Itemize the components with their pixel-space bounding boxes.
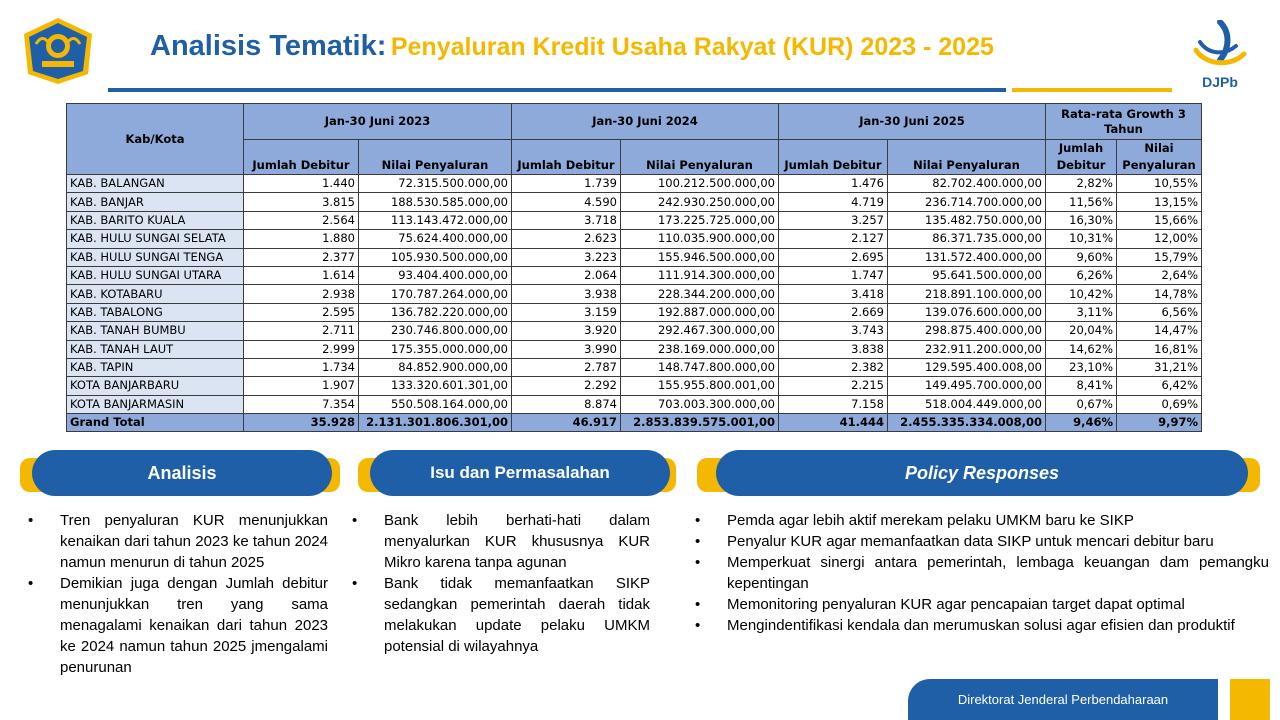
analisis-list bbox=[28, 510, 328, 678]
table-row bbox=[67, 322, 1202, 340]
cell-j23: 7.354 bbox=[244, 395, 359, 413]
cell-kab: KAB. HULU SUNGAI TENGA bbox=[67, 248, 244, 266]
cell-n24: 292.467.300.000,00 bbox=[621, 322, 779, 340]
cell-n25: 298.875.400.000,00 bbox=[888, 322, 1046, 340]
cell-j25: 3.257 bbox=[779, 211, 888, 229]
table-row bbox=[67, 358, 1202, 376]
cell-gj: 9,60% bbox=[1046, 248, 1117, 266]
cell-gn: 13,15% bbox=[1117, 193, 1202, 211]
cell-j24: 8.874 bbox=[512, 395, 621, 413]
cell-j23: 2.999 bbox=[244, 340, 359, 358]
cell-kab: Grand Total bbox=[67, 414, 244, 432]
subheader-nilai-2025: Nilai Penyaluran bbox=[888, 140, 1046, 175]
cell-n25: 82.702.400.000,00 bbox=[888, 175, 1046, 193]
cell-n24: 155.955.800.001,00 bbox=[621, 377, 779, 395]
cell-n23: 84.852.900.000,00 bbox=[359, 358, 512, 376]
cell-gn: 16,81% bbox=[1117, 340, 1202, 358]
cell-j25: 7.158 bbox=[779, 395, 888, 413]
header-period-2023: Jan-30 Juni 2023 bbox=[244, 104, 512, 140]
cell-j23: 35.928 bbox=[244, 414, 359, 432]
cell-gn: 2,64% bbox=[1117, 266, 1202, 284]
cell-gn: 6,56% bbox=[1117, 303, 1202, 321]
cell-n25: 2.455.335.334.008,00 bbox=[888, 414, 1046, 432]
policy-list bbox=[695, 510, 1269, 636]
bullet-item: • Penyalur KUR agar memanfaatkan data SIKP untuk mencari debitur baru bbox=[695, 531, 1269, 552]
analisis-title: Analisis bbox=[32, 450, 332, 496]
cell-kab: KAB. TAPIN bbox=[67, 358, 244, 376]
cell-kab: KAB. BALANGAN bbox=[67, 175, 244, 193]
cell-j25: 1.747 bbox=[779, 266, 888, 284]
cell-gn: 15,79% bbox=[1117, 248, 1202, 266]
cell-j23: 2.711 bbox=[244, 322, 359, 340]
cell-n24: 110.035.900.000,00 bbox=[621, 230, 779, 248]
cell-n23: 170.787.264.000,00 bbox=[359, 285, 512, 303]
subheader-nilai-2023: Nilai Penyaluran bbox=[359, 140, 512, 175]
table-row bbox=[67, 377, 1202, 395]
cell-j25: 2.127 bbox=[779, 230, 888, 248]
table-row bbox=[67, 175, 1202, 193]
cell-j25: 2.695 bbox=[779, 248, 888, 266]
cell-j23: 2.938 bbox=[244, 285, 359, 303]
cell-j24: 3.718 bbox=[512, 211, 621, 229]
cell-gj: 11,56% bbox=[1046, 193, 1117, 211]
cell-gn: 12,00% bbox=[1117, 230, 1202, 248]
cell-n23: 133.320.601.301,00 bbox=[359, 377, 512, 395]
cell-gj: 23,10% bbox=[1046, 358, 1117, 376]
subheader-growth-nilai: Nilai Penyaluran bbox=[1117, 140, 1202, 175]
table-total-row bbox=[67, 414, 1202, 432]
cell-j24: 3.223 bbox=[512, 248, 621, 266]
title-main: Analisis Tematik: bbox=[150, 30, 387, 62]
cell-gn: 15,66% bbox=[1117, 211, 1202, 229]
cell-n23: 136.782.220.000,00 bbox=[359, 303, 512, 321]
cell-gj: 3,11% bbox=[1046, 303, 1117, 321]
cell-j25: 41.444 bbox=[779, 414, 888, 432]
cell-n23: 230.746.800.000,00 bbox=[359, 322, 512, 340]
policy-title: Policy Responses bbox=[716, 450, 1248, 496]
cell-n23: 93.404.400.000,00 bbox=[359, 266, 512, 284]
cell-j24: 3.159 bbox=[512, 303, 621, 321]
cell-kab: KOTA BANJARMASIN bbox=[67, 395, 244, 413]
cell-j24: 46.917 bbox=[512, 414, 621, 432]
cell-n23: 175.355.000.000,00 bbox=[359, 340, 512, 358]
cell-j23: 1.734 bbox=[244, 358, 359, 376]
cell-j24: 1.739 bbox=[512, 175, 621, 193]
bullet-item: • Mengindentifikasi kendala dan merumuskan solusi agar efisien dan produktif bbox=[695, 615, 1269, 636]
cell-gn: 9,97% bbox=[1117, 414, 1202, 432]
cell-n25: 139.076.600.000,00 bbox=[888, 303, 1046, 321]
cell-j23: 1.880 bbox=[244, 230, 359, 248]
cell-gj: 16,30% bbox=[1046, 211, 1117, 229]
cell-kab: KAB. HULU SUNGAI UTARA bbox=[67, 266, 244, 284]
cell-n24: 238.169.000.000,00 bbox=[621, 340, 779, 358]
cell-n24: 148.747.800.000,00 bbox=[621, 358, 779, 376]
cell-j25: 2.382 bbox=[779, 358, 888, 376]
cell-n24: 703.003.300.000,00 bbox=[621, 395, 779, 413]
cell-gj: 10,42% bbox=[1046, 285, 1117, 303]
cell-gj: 9,46% bbox=[1046, 414, 1117, 432]
bullet-item: • Bank lebih berhati-hati dalam menyalurkan KUR khususnya KUR Mikro karena tanpa agunan bbox=[352, 510, 650, 573]
cell-kab: KAB. HULU SUNGAI SELATA bbox=[67, 230, 244, 248]
table-row bbox=[67, 193, 1202, 211]
bullet-item: • Pemda agar lebih aktif merekam pelaku UMKM baru ke SIKP bbox=[695, 510, 1269, 531]
cell-j25: 3.418 bbox=[779, 285, 888, 303]
cell-n25: 236.714.700.000,00 bbox=[888, 193, 1046, 211]
cell-j25: 2.669 bbox=[779, 303, 888, 321]
cell-n23: 75.624.400.000,00 bbox=[359, 230, 512, 248]
cell-j23: 2.595 bbox=[244, 303, 359, 321]
cell-j23: 1.440 bbox=[244, 175, 359, 193]
subheader-nilai-2024: Nilai Penyaluran bbox=[621, 140, 779, 175]
cell-kab: KAB. TANAH LAUT bbox=[67, 340, 244, 358]
kemenkeu-logo bbox=[22, 16, 94, 86]
cell-gn: 14,78% bbox=[1117, 285, 1202, 303]
kur-table bbox=[66, 103, 1202, 432]
cell-n24: 173.225.725.000,00 bbox=[621, 211, 779, 229]
cell-n24: 242.930.250.000,00 bbox=[621, 193, 779, 211]
table-row bbox=[67, 211, 1202, 229]
cell-n23: 550.508.164.000,00 bbox=[359, 395, 512, 413]
isu-title: Isu dan Permasalahan bbox=[370, 450, 670, 496]
cell-kab: KAB. TABALONG bbox=[67, 303, 244, 321]
djpb-logo bbox=[1190, 20, 1250, 96]
bullet-item: • Tren penyaluran KUR menunjukkan kenaikan dari tahun 2023 ke tahun 2024 namun menurun di tahun 2025 bbox=[28, 510, 328, 573]
cell-gn: 31,21% bbox=[1117, 358, 1202, 376]
header-kab-kota: Kab/Kota bbox=[67, 104, 244, 175]
cell-j24: 2.292 bbox=[512, 377, 621, 395]
footer-accent bbox=[1230, 679, 1270, 720]
cell-j23: 2.564 bbox=[244, 211, 359, 229]
page-title bbox=[150, 30, 994, 63]
cell-j25: 4.719 bbox=[779, 193, 888, 211]
title-rule-gold bbox=[1012, 88, 1172, 92]
header-period-2024: Jan-30 Juni 2024 bbox=[512, 104, 779, 140]
table-row bbox=[67, 395, 1202, 413]
cell-n23: 105.930.500.000,00 bbox=[359, 248, 512, 266]
cell-j23: 2.377 bbox=[244, 248, 359, 266]
cell-n24: 155.946.500.000,00 bbox=[621, 248, 779, 266]
cell-n25: 129.595.400.008,00 bbox=[888, 358, 1046, 376]
cell-n23: 2.131.301.806.301,00 bbox=[359, 414, 512, 432]
cell-n24: 228.344.200.000,00 bbox=[621, 285, 779, 303]
bullet-item: • Memperkuat sinergi antara pemerintah, lembaga keuangan dam pemangku kepentingan bbox=[695, 552, 1269, 594]
cell-n25: 95.641.500.000,00 bbox=[888, 266, 1046, 284]
cell-j24: 3.990 bbox=[512, 340, 621, 358]
subheader-jumlah-2025: Jumlah Debitur bbox=[779, 140, 888, 175]
table-row bbox=[67, 340, 1202, 358]
isu-list bbox=[352, 510, 650, 657]
subheader-jumlah-2023: Jumlah Debitur bbox=[244, 140, 359, 175]
cell-kab: KAB. KOTABARU bbox=[67, 285, 244, 303]
cell-n25: 218.891.100.000,00 bbox=[888, 285, 1046, 303]
cell-gj: 2,82% bbox=[1046, 175, 1117, 193]
subheader-growth-jumlah: Jumlah Debitur bbox=[1046, 140, 1117, 175]
table-row bbox=[67, 303, 1202, 321]
bullet-item: • Demikian juga dengan Jumlah debitur menunjukkan tren yang sama menagalami kenaikan dari tahun 2023 ke 2024 namun tahun 2025 jmengalami penurunan bbox=[28, 573, 328, 678]
cell-n24: 2.853.839.575.001,00 bbox=[621, 414, 779, 432]
cell-n25: 149.495.700.000,00 bbox=[888, 377, 1046, 395]
subheader-jumlah-2024: Jumlah Debitur bbox=[512, 140, 621, 175]
table-row bbox=[67, 266, 1202, 284]
title-rule-blue bbox=[108, 88, 1006, 92]
cell-n25: 131.572.400.000,00 bbox=[888, 248, 1046, 266]
cell-gn: 6,42% bbox=[1117, 377, 1202, 395]
cell-j25: 3.838 bbox=[779, 340, 888, 358]
cell-n24: 192.887.000.000,00 bbox=[621, 303, 779, 321]
footer-label: Direktorat Jenderal Perbendaharaan bbox=[908, 679, 1218, 720]
header-growth: Rata-rata Growth 3 Tahun bbox=[1046, 104, 1202, 140]
cell-j25: 2.215 bbox=[779, 377, 888, 395]
table-row bbox=[67, 230, 1202, 248]
cell-n24: 111.914.300.000,00 bbox=[621, 266, 779, 284]
cell-gj: 0,67% bbox=[1046, 395, 1117, 413]
cell-kab: KOTA BANJARBARU bbox=[67, 377, 244, 395]
cell-j25: 3.743 bbox=[779, 322, 888, 340]
cell-n23: 188.530.585.000,00 bbox=[359, 193, 512, 211]
cell-n23: 113.143.472.000,00 bbox=[359, 211, 512, 229]
cell-j24: 2.064 bbox=[512, 266, 621, 284]
cell-gn: 14,47% bbox=[1117, 322, 1202, 340]
cell-j25: 1.476 bbox=[779, 175, 888, 193]
title-sub: Penyaluran Kredit Usaha Rakyat (KUR) 2023 - 2025 bbox=[390, 33, 994, 61]
cell-kab: KAB. BARITO KUALA bbox=[67, 211, 244, 229]
cell-n24: 100.212.500.000,00 bbox=[621, 175, 779, 193]
cell-j24: 3.938 bbox=[512, 285, 621, 303]
cell-n25: 232.911.200.000,00 bbox=[888, 340, 1046, 358]
cell-j24: 4.590 bbox=[512, 193, 621, 211]
cell-kab: KAB. TANAH BUMBU bbox=[67, 322, 244, 340]
cell-j24: 2.787 bbox=[512, 358, 621, 376]
cell-j23: 3.815 bbox=[244, 193, 359, 211]
table-row bbox=[67, 248, 1202, 266]
cell-gj: 10,31% bbox=[1046, 230, 1117, 248]
table-row bbox=[67, 285, 1202, 303]
cell-j23: 1.907 bbox=[244, 377, 359, 395]
cell-gn: 0,69% bbox=[1117, 395, 1202, 413]
cell-n23: 72.315.500.000,00 bbox=[359, 175, 512, 193]
cell-gj: 20,04% bbox=[1046, 322, 1117, 340]
cell-gj: 6,26% bbox=[1046, 266, 1117, 284]
bullet-item: • Bank tidak memanfaatkan SIKP sedangkan pemerintah daerah tidak melakukan update pelaku UMKM potensial di wilayahnya bbox=[352, 573, 650, 657]
header-period-2025: Jan-30 Juni 2025 bbox=[779, 104, 1046, 140]
cell-n25: 518.004.449.000,00 bbox=[888, 395, 1046, 413]
cell-gn: 10,55% bbox=[1117, 175, 1202, 193]
cell-gj: 8,41% bbox=[1046, 377, 1117, 395]
cell-j23: 1.614 bbox=[244, 266, 359, 284]
djpb-logo-text: DJPb bbox=[1202, 74, 1238, 90]
cell-j24: 3.920 bbox=[512, 322, 621, 340]
cell-j24: 2.623 bbox=[512, 230, 621, 248]
bullet-item: • Memonitoring penyaluran KUR agar pencapaian target dapat optimal bbox=[695, 594, 1269, 615]
cell-kab: KAB. BANJAR bbox=[67, 193, 244, 211]
cell-n25: 86.371.735.000,00 bbox=[888, 230, 1046, 248]
cell-gj: 14,62% bbox=[1046, 340, 1117, 358]
cell-n25: 135.482.750.000,00 bbox=[888, 211, 1046, 229]
